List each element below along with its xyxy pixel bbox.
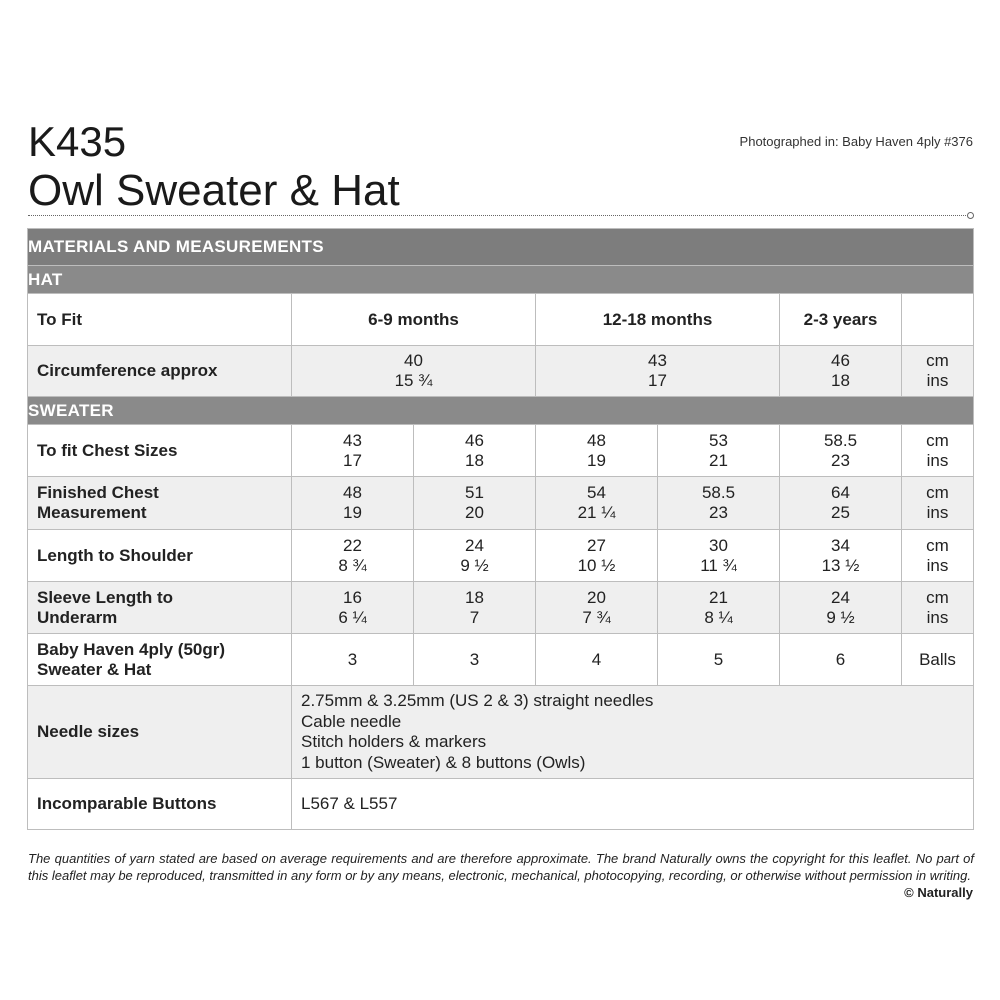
needle-sizes-label: Needle sizes [28,686,292,779]
value-cm: 22 [343,535,362,555]
unit-cm: cm [926,587,949,607]
divider-end-dot [967,212,974,219]
length-to-shoulder-row [28,530,974,582]
unit-cm: cm [926,535,949,555]
value-cell [292,582,414,634]
yarn-balls-value: 5 [658,634,780,686]
copyright-mark: © Naturally [904,885,973,900]
sweater-heading: SWEATER [28,397,974,425]
chest-sizes-label: To fit Chest Sizes [28,425,292,477]
needle-line: Stitch holders & markers [301,732,487,751]
unit-ins: ins [926,503,949,522]
to-fit-row [28,294,974,346]
value-cell [536,477,658,530]
buttons-value: L567 & L557 [292,779,974,830]
value-cell [780,477,902,530]
value-ins: 21 ¼ [577,503,616,522]
unit-ins: ins [926,371,949,390]
value-cell [292,530,414,582]
value-cm: 43 [648,351,667,370]
sweater-header-row [28,397,974,425]
value-cm: 20 [587,587,606,607]
to-fit-label: To Fit [28,294,292,346]
unit-cell [902,425,974,477]
unit-ins: ins [926,555,949,575]
value-cm: 27 [587,535,606,555]
needle-sizes-list [292,686,974,779]
value-ins: 17 [648,371,667,390]
value-cm: 64 [831,483,850,502]
circumference-value [292,346,536,397]
unit-cm: cm [926,430,949,450]
value-cell [414,530,536,582]
value-ins: 20 [465,503,484,522]
label-line: Finished Chest [37,483,159,502]
value-cm: 46 [831,351,850,370]
circumference-label: Circumference approx [28,346,292,397]
value-ins: 7 [469,607,480,627]
value-ins: 25 [831,503,850,522]
unit-ins: ins [926,607,949,627]
circumference-value [780,346,902,397]
value-ins: 10 ½ [577,555,616,575]
value-cell [780,582,902,634]
unit-cell [902,530,974,582]
yarn-balls-value: 6 [780,634,902,686]
yarn-row [28,634,974,686]
value-cm: 58.5 [701,483,736,502]
value-cm: 43 [343,430,362,450]
unit-cm: cm [926,351,949,370]
hat-header-row [28,266,974,294]
value-cell [414,582,536,634]
yarn-balls-value: 3 [414,634,536,686]
needle-sizes-row [28,686,974,779]
needle-line: 1 button (Sweater) & 8 buttons (Owls) [301,752,586,772]
value-cell [414,477,536,530]
value-ins: 17 [343,450,362,470]
yarn-balls-value: 3 [292,634,414,686]
size-2-3-years: 2-3 years [780,294,902,346]
unit-balls: Balls [902,634,974,686]
value-cell [292,425,414,477]
value-cm: 54 [587,483,606,502]
value-cell [658,425,780,477]
needle-line: 2.75mm & 3.25mm (US 2 & 3) straight needles [301,691,654,710]
value-ins: 23 [709,503,728,522]
pattern-title: Owl Sweater & Hat [28,166,400,215]
finished-chest-row [28,477,974,530]
value-cm: 46 [465,430,484,450]
circumference-value [536,346,780,397]
copyright-footnote: The quantities of yarn stated are based on average requirements and are therefore approximate. The brand Naturally owns the copyright for this leaflet. No part of this leaflet may be reproduced, transmitted in any form or by any means, electronic, mechanical, photocopying, recording, or otherwise without permission in writing. [28,851,974,883]
unit-cell [902,582,974,634]
size-12-18-months: 12-18 months [536,294,780,346]
value-cm: 21 [709,587,728,607]
value-cm: 34 [831,535,850,555]
value-cm: 24 [465,535,484,555]
length-to-shoulder-label: Length to Shoulder [28,530,292,582]
circumference-row [28,346,974,397]
hat-heading: HAT [28,266,974,294]
section-title: MATERIALS AND MEASUREMENTS [28,229,974,266]
value-ins: 19 [343,503,362,522]
unit-cell [902,477,974,530]
value-cm: 18 [465,587,484,607]
label-line: Sleeve Length to [37,587,174,607]
unit-cell [902,346,974,397]
value-ins: 18 [831,371,850,390]
sleeve-length-label [28,582,292,634]
yarn-label [28,634,292,686]
value-cell [292,477,414,530]
label-line: Measurement [37,503,147,522]
value-ins: 19 [587,450,606,470]
value-ins: 23 [831,450,850,470]
value-cm: 53 [709,430,728,450]
value-cell [658,477,780,530]
chest-sizes-row [28,425,974,477]
value-cm: 40 [404,351,423,370]
value-cell [658,582,780,634]
value-cell [780,530,902,582]
value-ins: 13 ½ [821,555,860,575]
value-cell [658,530,780,582]
sleeve-length-row [28,582,974,634]
value-ins: 8 ¼ [704,607,733,627]
value-cm: 24 [831,587,850,607]
value-cm: 58.5 [823,430,858,450]
unit-cm: cm [926,483,949,502]
value-cm: 30 [709,535,728,555]
value-cell [536,582,658,634]
section-header-row [28,229,974,266]
value-ins: 7 ¾ [582,607,611,627]
value-cell [780,425,902,477]
size-6-9-months: 6-9 months [292,294,536,346]
unit-ins: ins [926,450,949,470]
value-ins: 21 [709,450,728,470]
value-cm: 51 [465,483,484,502]
value-cm: 16 [343,587,362,607]
value-ins: 6 ¼ [338,607,367,627]
value-ins: 18 [465,450,484,470]
dotted-divider [28,215,972,216]
buttons-label: Incomparable Buttons [28,779,292,830]
value-ins: 8 ¾ [338,555,367,575]
value-ins: 9 ½ [826,607,855,627]
label-line: Underarm [37,607,118,627]
value-ins: 15 ¾ [394,371,433,390]
needle-line: Cable needle [301,711,402,731]
photographed-in-note: Photographed in: Baby Haven 4ply #376 [739,134,973,149]
yarn-balls-value: 4 [536,634,658,686]
label-line: Baby Haven 4ply (50gr) [37,639,226,659]
buttons-row [28,779,974,830]
finished-chest-label [28,477,292,530]
materials-table [27,228,974,830]
value-cm: 48 [587,430,606,450]
value-ins: 11 ¾ [700,555,737,575]
pattern-code: K435 [28,118,127,165]
value-cm: 48 [343,483,362,502]
value-cell [414,425,536,477]
value-cell [536,530,658,582]
value-cell [536,425,658,477]
label-line: Sweater & Hat [37,659,152,679]
value-ins: 9 ½ [460,555,489,575]
empty-unit-cell [902,294,974,346]
